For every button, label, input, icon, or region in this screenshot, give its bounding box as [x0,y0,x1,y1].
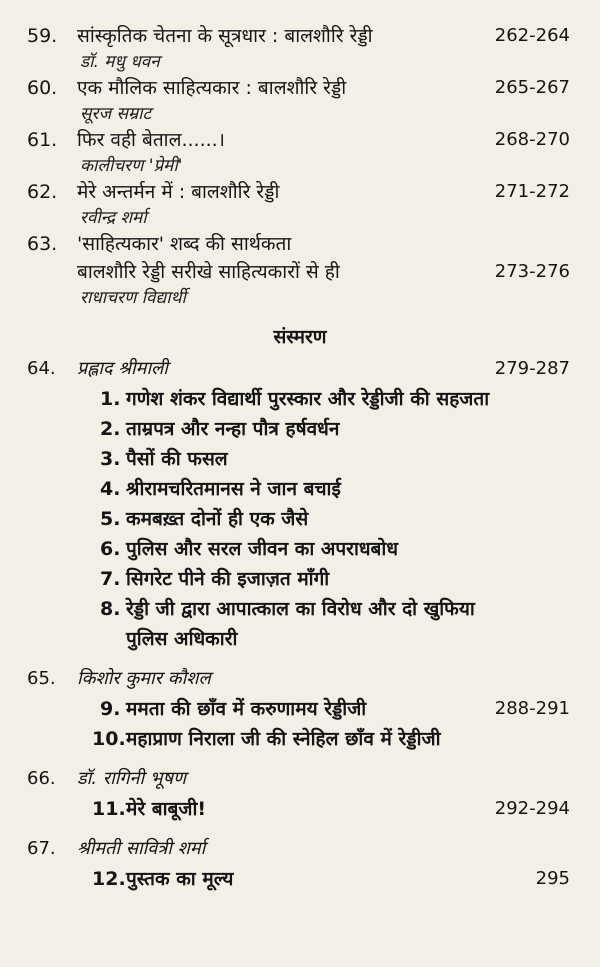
item-title: ममता की छाँव में करुणामय रेड्डीजी [126,698,367,720]
entry-pages: 292-294 [494,798,570,819]
item-title: गणेश शंकर विद्यार्थी पुरस्कार और रेड्डीजी की सहजता [126,388,490,410]
entry-number: 59. [27,25,58,47]
item-number: 7. [100,568,121,590]
memoir-item [0,564,600,594]
memoir-item [0,864,600,894]
entry-pages: 262-264 [494,25,570,46]
item-number: 2. [100,418,121,440]
item-number: 4. [100,478,121,500]
entry-number: 61. [27,129,58,151]
entry-pages: 271-272 [494,181,570,202]
item-title: पुस्तक का मूल्य [126,868,234,890]
entry-title: 'साहित्यकार' शब्द की सार्थकता [77,233,292,255]
item-title: महाप्राण निराला जी की स्नेहिल छाँव में रेड्डीजी [126,728,441,750]
entry-pages: 265-267 [494,77,570,98]
memoir-author: किशोर कुमार कौशल [77,668,211,689]
item-title: सिगरेट पीने की इजाज़त माँगी [126,568,330,590]
entry-title: एक मौलिक साहित्यकार : बालशौरि रेड्डी [77,77,347,99]
entry-pages: 295 [535,868,570,889]
memoir-item [0,794,600,824]
entry-title-cont: बालशौरि रेड्डी सरीखे साहित्यकारों से ही [77,261,340,283]
entry-title: सांस्कृतिक चेतना के सूत्रधार : बालशौरि रेड्डी [77,25,373,47]
entry-author: रवीन्द्र शर्मा [80,208,147,228]
memoir-item [0,384,600,414]
entry-60 [0,74,600,102]
entry-63 [0,230,600,258]
memoir-item [0,694,600,724]
entry-number: 62. [27,181,58,203]
memoir-item [0,504,600,534]
entry-pages: 279-287 [494,358,570,379]
entry-62 [0,178,600,206]
memoir-item [0,594,600,624]
entry-63-cont [0,258,600,286]
entry-pages: 273-276 [494,261,570,282]
entry-author: सूरज सम्राट [80,104,152,124]
memoir-item [0,474,600,504]
entry-59 [0,22,600,50]
section-heading: संस्मरण [273,326,327,348]
entry-author: डॉ. मधु धवन [80,52,160,72]
memoir-author: डॉ. रागिनी भूषण [77,768,187,789]
item-number: 11. [92,798,126,820]
entry-number: 65. [27,668,56,689]
item-title-cont: पुलिस अधिकारी [126,628,238,650]
entry-number: 63. [27,233,58,255]
item-title: मेरे बाबूजी! [126,798,207,820]
entry-number: 67. [27,838,56,859]
item-title: ताम्रपत्र और नन्हा पौत्र हर्षवर्धन [126,418,340,440]
memoir-item [0,414,600,444]
entry-number: 64. [27,358,56,379]
item-title: श्रीरामचरितमानस ने जान बचाई [126,478,341,500]
memoir-author: श्रीमती सावित्री शर्मा [77,838,206,859]
entry-title: मेरे अन्तर्मन में : बालशौरि रेड्डी [77,181,280,203]
item-number: 1. [100,388,121,410]
memoir-item [0,724,600,754]
memoir-author: प्रह्लाद श्रीमाली [77,358,168,379]
memoir-67-author [0,834,600,864]
memoir-66-author [0,764,600,794]
item-number: 9. [100,698,121,720]
item-title: रेड्डी जी द्वारा आपात्काल का विरोध और दो खुफिया [126,598,475,620]
item-number: 8. [100,598,121,620]
entry-pages: 288-291 [494,698,570,719]
entry-pages: 268-270 [494,129,570,150]
item-title: कमबख़्त दोनों ही एक जैसे [126,508,309,530]
memoir-item [0,444,600,474]
item-number: 12. [92,868,126,890]
item-title: पैसों की फसल [126,448,228,470]
item-number: 5. [100,508,121,530]
memoir-65-author [0,664,600,694]
entry-title: फिर वही बेताल......। [77,129,225,151]
entry-number: 66. [27,768,56,789]
memoir-item [0,534,600,564]
item-number: 10. [92,728,126,750]
entry-author: राधाचरण विद्यार्थी [80,288,186,308]
item-title: पुलिस और सरल जीवन का अपराधबोध [126,538,398,560]
entry-number: 60. [27,77,58,99]
entry-author: कालीचरण 'प्रेमी' [80,156,183,176]
memoir-64-author [0,354,600,384]
item-number: 6. [100,538,121,560]
item-number: 3. [100,448,121,470]
entry-61 [0,126,600,154]
